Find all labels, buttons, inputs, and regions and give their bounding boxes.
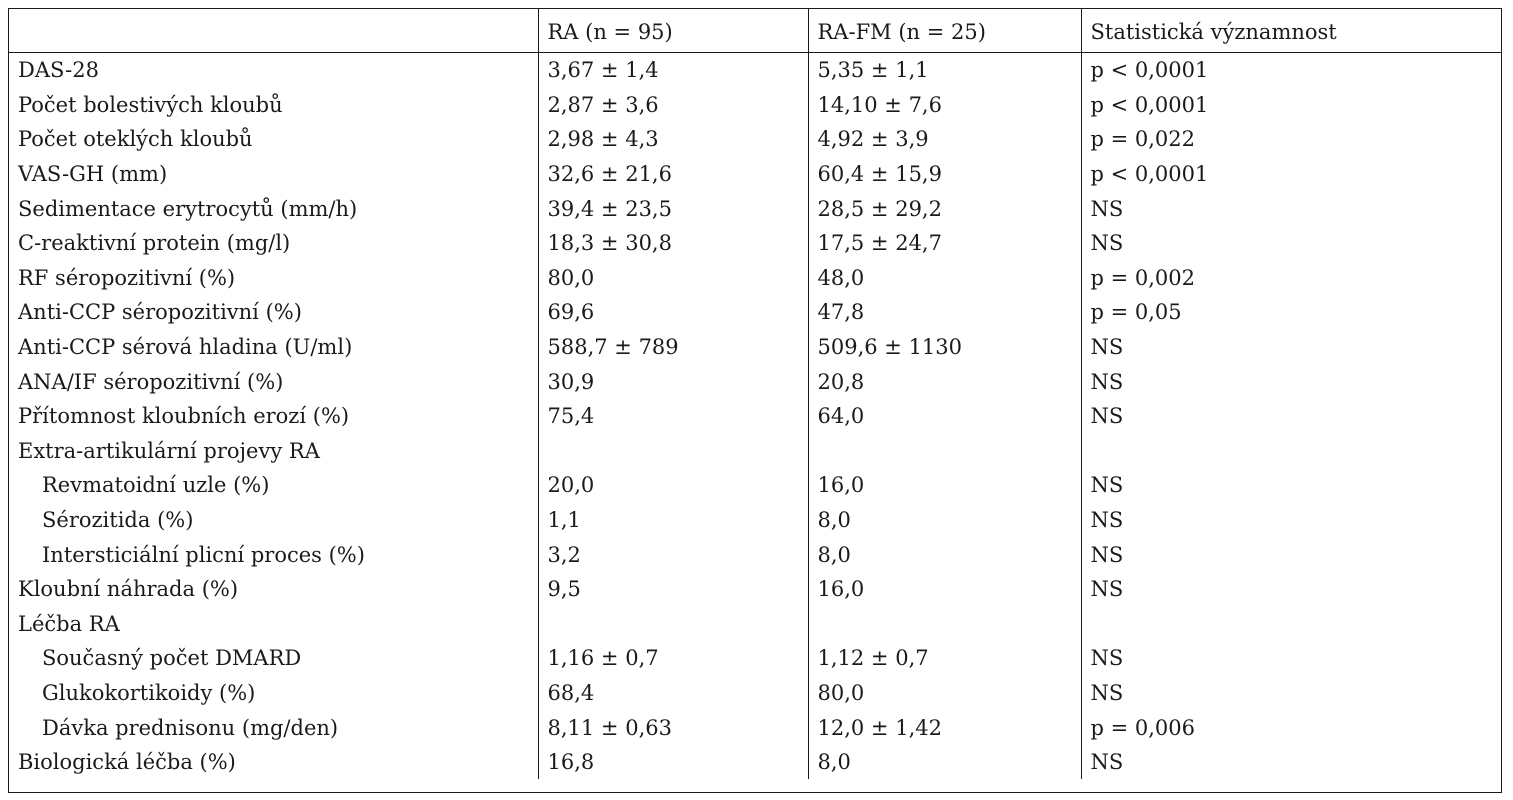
row-label: Léčba RA [18, 611, 120, 636]
cell-significance: p = 0,002 [1081, 261, 1501, 296]
cell-significance: NS [1081, 676, 1501, 711]
cell-ra: 2,87 ± 3,6 [538, 88, 808, 123]
cell-ra [538, 434, 808, 469]
table-row [9, 191, 1501, 226]
table-row [9, 53, 1501, 88]
row-label: Sérozitida (%) [42, 508, 194, 533]
cell-significance: p = 0,022 [1081, 122, 1501, 157]
table-row [9, 295, 1501, 330]
table-row [9, 261, 1501, 296]
header-significance: Statistická významnost [1081, 9, 1501, 53]
cell-ra-fm: 8,0 [808, 537, 1081, 572]
cell-significance: p < 0,0001 [1081, 53, 1501, 88]
cell-ra: 3,2 [538, 537, 808, 572]
cell-ra-fm: 5,35 ± 1,1 [808, 53, 1081, 88]
cell-ra-fm [808, 434, 1081, 469]
row-label: Současný počet DMARD [42, 646, 302, 671]
cell-ra: 30,9 [538, 364, 808, 399]
row-label: DAS-28 [18, 58, 99, 83]
table-row [9, 710, 1501, 745]
row-label: Anti-CCP sérová hladina (U/ml) [18, 335, 353, 360]
table-row [9, 641, 1501, 676]
cell-significance: NS [1081, 364, 1501, 399]
header-label [9, 9, 538, 53]
cell-ra: 2,98 ± 4,3 [538, 122, 808, 157]
cell-ra-fm: 509,6 ± 1130 [808, 330, 1081, 365]
table-row [9, 399, 1501, 434]
cell-ra: 1,1 [538, 503, 808, 538]
cell-significance [1081, 607, 1501, 642]
row-label: Počet bolestivých kloubů [18, 92, 283, 117]
cell-ra: 3,67 ± 1,4 [538, 53, 808, 88]
cell-ra: 69,6 [538, 295, 808, 330]
header-ra: RA (n = 95) [538, 9, 808, 53]
cell-significance: NS [1081, 572, 1501, 607]
cell-ra: 39,4 ± 23,5 [538, 191, 808, 226]
table-row [9, 88, 1501, 123]
row-label: RF séropozitivní (%) [18, 265, 236, 290]
cell-ra-fm: 17,5 ± 24,7 [808, 226, 1081, 261]
cell-ra-fm [808, 607, 1081, 642]
cell-ra-fm: 20,8 [808, 364, 1081, 399]
cell-ra-fm: 8,0 [808, 745, 1081, 780]
table-row [9, 503, 1501, 538]
cell-ra-fm: 4,92 ± 3,9 [808, 122, 1081, 157]
cell-ra-fm: 1,12 ± 0,7 [808, 641, 1081, 676]
cell-ra-fm: 48,0 [808, 261, 1081, 296]
data-table-frame [8, 8, 1502, 793]
cell-significance: p = 0,006 [1081, 710, 1501, 745]
table-row [9, 364, 1501, 399]
cell-ra: 20,0 [538, 468, 808, 503]
cell-significance: NS [1081, 503, 1501, 538]
row-label: Sedimentace erytrocytů (mm/h) [18, 196, 358, 221]
row-label: Biologická léčba (%) [18, 750, 236, 775]
table-header-row [9, 9, 1501, 53]
table-row [9, 537, 1501, 572]
row-label: Kloubní náhrada (%) [18, 577, 239, 602]
cell-ra: 1,16 ± 0,7 [538, 641, 808, 676]
row-label: Revmatoidní uzle (%) [42, 473, 270, 498]
cell-significance: NS [1081, 191, 1501, 226]
row-label: Anti-CCP séropozitivní (%) [18, 300, 302, 325]
cell-ra-fm: 14,10 ± 7,6 [808, 88, 1081, 123]
table-row [9, 330, 1501, 365]
cell-significance: NS [1081, 226, 1501, 261]
row-label: Extra-artikulární projevy RA [18, 438, 320, 463]
table-row [9, 468, 1501, 503]
cell-ra-fm: 28,5 ± 29,2 [808, 191, 1081, 226]
cell-significance: p < 0,0001 [1081, 88, 1501, 123]
cell-ra-fm: 16,0 [808, 468, 1081, 503]
cell-significance: NS [1081, 468, 1501, 503]
row-label: Přítomnost kloubních erozí (%) [18, 404, 350, 429]
cell-ra: 68,4 [538, 676, 808, 711]
cell-significance: NS [1081, 537, 1501, 572]
header-ra-fm: RA-FM (n = 25) [808, 9, 1081, 53]
cell-ra: 75,4 [538, 399, 808, 434]
table-row [9, 607, 1501, 642]
table-row [9, 572, 1501, 607]
cell-ra: 8,11 ± 0,63 [538, 710, 808, 745]
cell-significance: p < 0,0001 [1081, 157, 1501, 192]
cell-significance: NS [1081, 399, 1501, 434]
table-row [9, 122, 1501, 157]
row-label: VAS-GH (mm) [18, 162, 168, 187]
cell-significance: NS [1081, 641, 1501, 676]
cell-ra: 80,0 [538, 261, 808, 296]
table-row [9, 226, 1501, 261]
table-row [9, 157, 1501, 192]
cell-ra: 16,8 [538, 745, 808, 780]
cell-ra-fm: 64,0 [808, 399, 1081, 434]
cell-ra-fm: 60,4 ± 15,9 [808, 157, 1081, 192]
cell-significance: NS [1081, 745, 1501, 780]
row-label: Dávka prednisonu (mg/den) [42, 715, 339, 740]
cell-ra: 9,5 [538, 572, 808, 607]
cell-ra: 588,7 ± 789 [538, 330, 808, 365]
cell-ra-fm: 80,0 [808, 676, 1081, 711]
table-row [9, 676, 1501, 711]
row-label: C-reaktivní protein (mg/l) [18, 231, 291, 256]
row-label: Intersticiální plicní proces (%) [42, 542, 365, 567]
cell-ra [538, 607, 808, 642]
cell-ra-fm: 47,8 [808, 295, 1081, 330]
cell-ra: 32,6 ± 21,6 [538, 157, 808, 192]
cell-ra: 18,3 ± 30,8 [538, 226, 808, 261]
row-label: Počet oteklých kloubů [18, 127, 253, 152]
row-label: Glukokortikoidy (%) [42, 680, 256, 705]
row-label: ANA/IF séropozitivní (%) [18, 369, 284, 394]
cell-ra-fm: 16,0 [808, 572, 1081, 607]
comparison-table [9, 9, 1501, 779]
cell-significance: NS [1081, 330, 1501, 365]
table-row [9, 434, 1501, 469]
cell-ra-fm: 12,0 ± 1,42 [808, 710, 1081, 745]
cell-ra-fm: 8,0 [808, 503, 1081, 538]
cell-significance: p = 0,05 [1081, 295, 1501, 330]
cell-significance [1081, 434, 1501, 469]
table-row [9, 745, 1501, 780]
